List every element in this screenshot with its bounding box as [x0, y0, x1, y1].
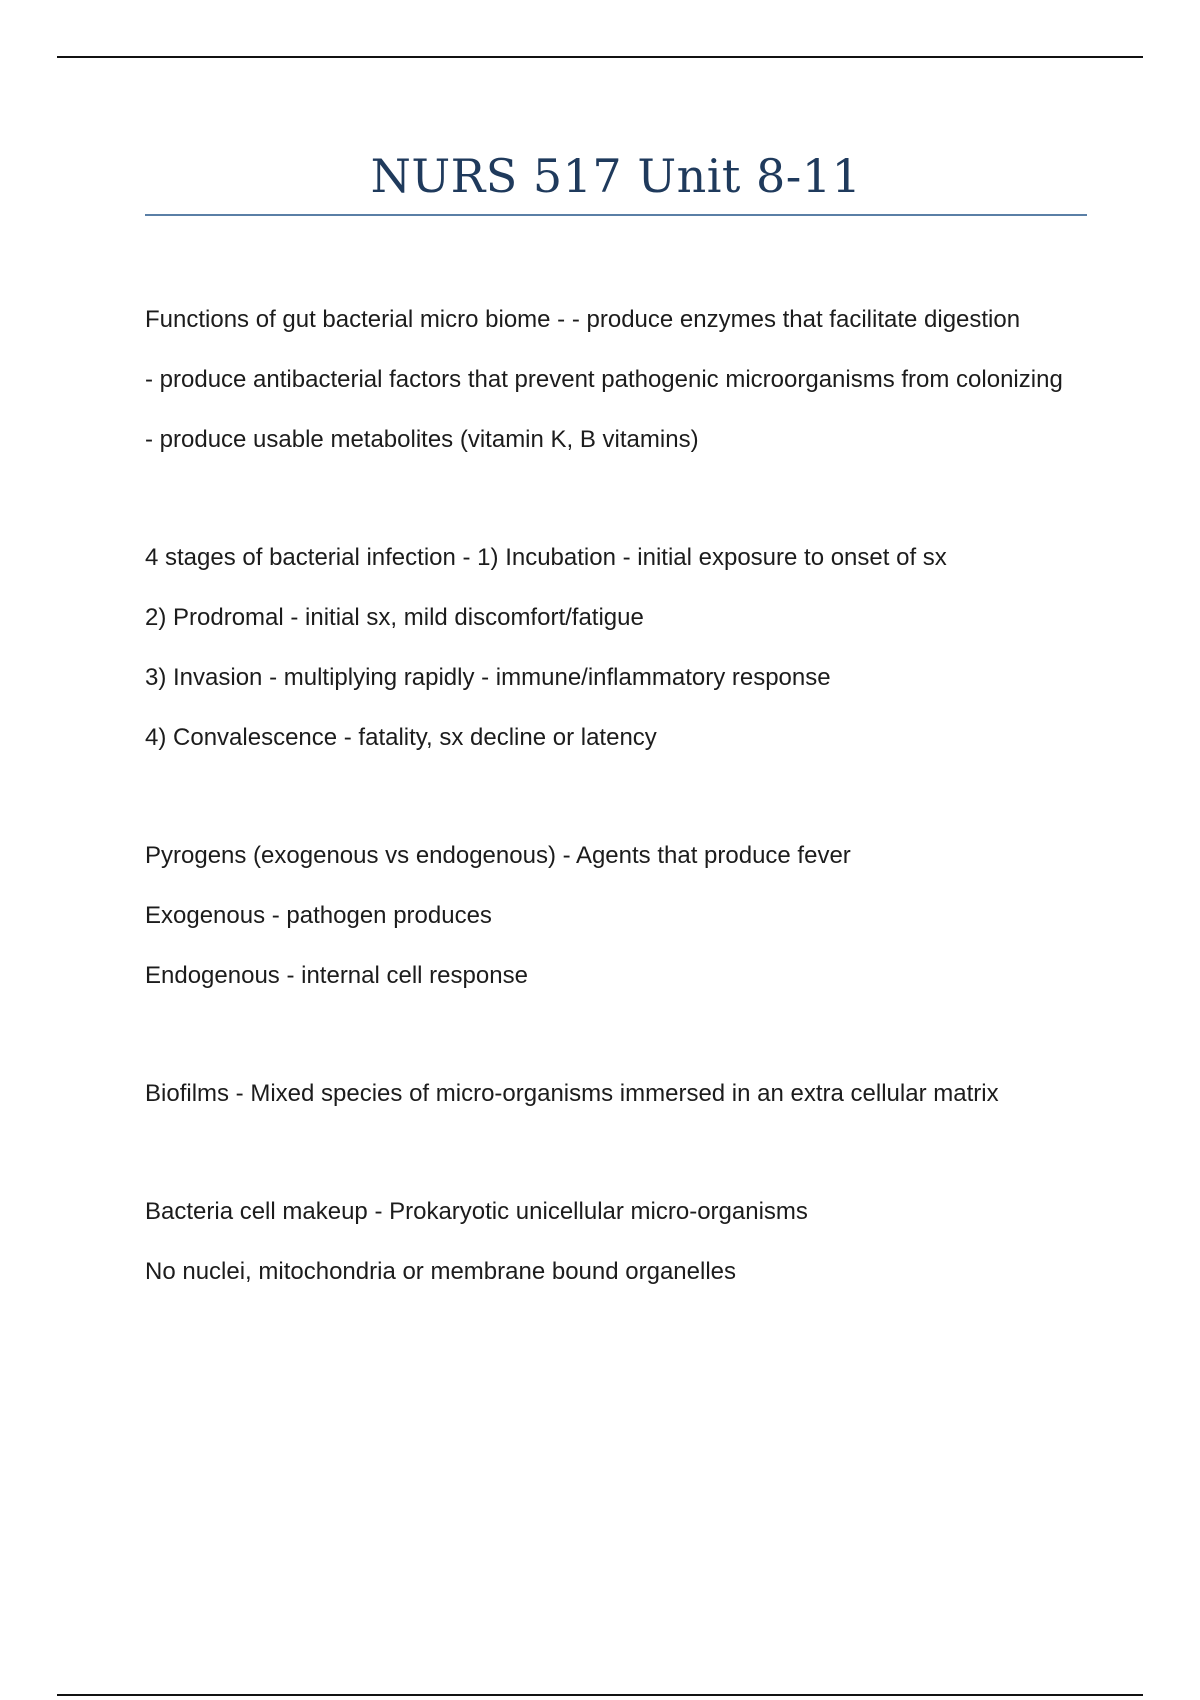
paragraph: Bacteria cell makeup - Prokaryotic unicellular micro-organisms — [145, 1198, 808, 1225]
section-biofilms — [145, 1074, 1075, 1114]
section-gut-microbiome — [145, 300, 1075, 460]
section-infection-stages — [145, 538, 1075, 758]
paragraph: - produce usable metabolites (vitamin K, B vitamins) — [145, 426, 699, 453]
paragraph: Biofilms - Mixed species of micro-organisms immersed in an extra cellular matrix — [145, 1080, 999, 1107]
title-underline — [145, 214, 1087, 216]
page-bottom-rule — [57, 1694, 1143, 1696]
paragraph: 4) Convalescence - fatality, sx decline or latency — [145, 724, 657, 751]
paragraph: - produce antibacterial factors that prevent pathogenic microorganisms from colonizing — [145, 366, 1063, 393]
paragraph: 2) Prodromal - initial sx, mild discomfort/fatigue — [145, 604, 644, 631]
section-pyrogens — [145, 836, 1075, 996]
document-body — [145, 300, 1075, 1292]
paragraph: Functions of gut bacterial micro biome - - produce enzymes that facilitate digestion — [145, 306, 1021, 333]
paragraph: No nuclei, mitochondria or membrane bound organelles — [145, 1258, 736, 1285]
paragraph: Pyrogens (exogenous vs endogenous) - Agents that produce fever — [145, 842, 851, 869]
paragraph: 4 stages of bacterial infection - 1) Incubation - initial exposure to onset of sx — [145, 544, 947, 571]
page-top-rule — [57, 56, 1143, 58]
paragraph: 3) Invasion - multiplying rapidly - immune/inflammatory response — [145, 664, 831, 691]
document-title: NURS 517 Unit 8-11 — [370, 149, 862, 203]
section-bacteria-cell — [145, 1192, 1075, 1292]
paragraph: Exogenous - pathogen produces — [145, 902, 492, 929]
paragraph: Endogenous - internal cell response — [145, 962, 528, 989]
